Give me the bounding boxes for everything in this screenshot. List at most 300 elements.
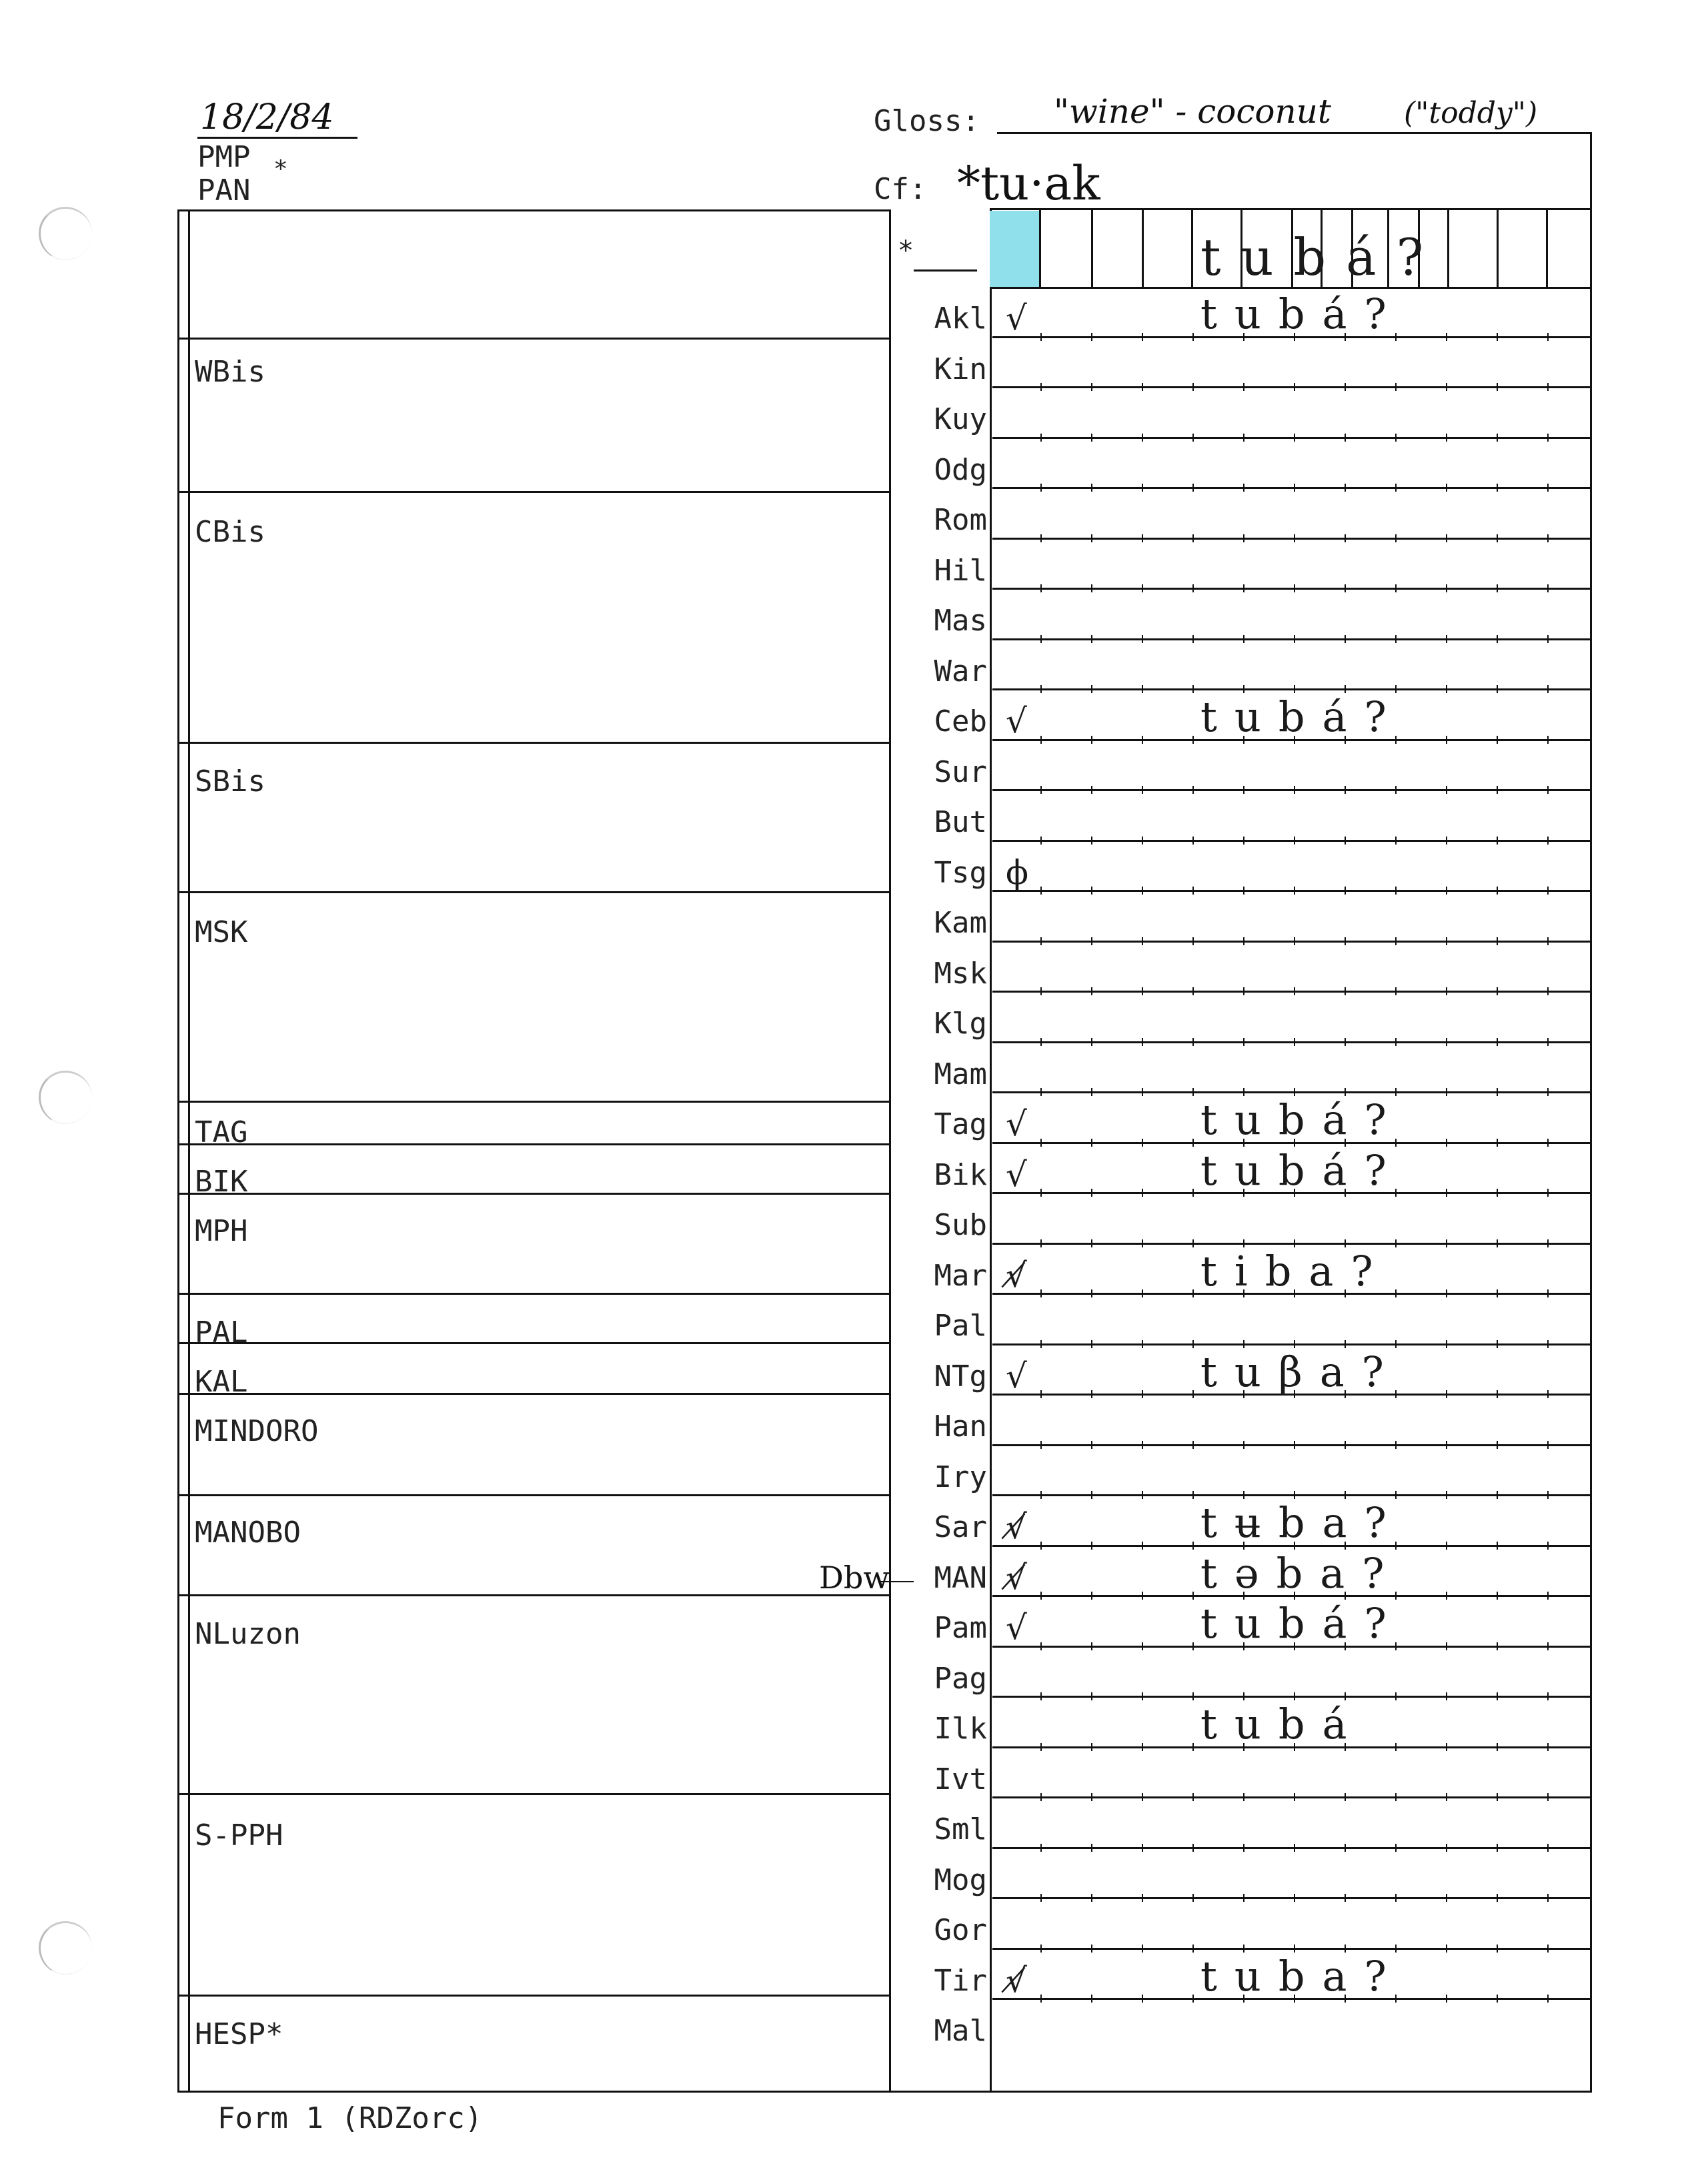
row-tick	[1091, 434, 1092, 442]
row-tick	[1395, 383, 1397, 391]
cognate-mark: √	[1006, 1105, 1027, 1143]
proto-reconstruction: tubá?	[1200, 227, 1444, 287]
row-tick	[1497, 1894, 1498, 1902]
row-tick	[1192, 1139, 1194, 1147]
row-tick	[1446, 1592, 1447, 1600]
row-tick	[1142, 1189, 1143, 1197]
language-code: Han	[934, 1410, 987, 1444]
row-tick	[1243, 1894, 1244, 1902]
row-tick	[1547, 1340, 1549, 1348]
row-tick	[1497, 584, 1498, 592]
language-code: But	[934, 805, 987, 839]
row-tick	[1446, 837, 1447, 845]
row-tick	[1497, 434, 1498, 442]
row-tick	[1142, 1995, 1143, 2003]
row-tick	[1446, 685, 1447, 693]
row-tick	[1192, 1189, 1194, 1197]
row-tick	[1142, 685, 1143, 693]
punch-hole	[39, 1071, 92, 1124]
row-tick	[1091, 1692, 1092, 1700]
row-tick	[1497, 1743, 1498, 1751]
language-code: Mam	[934, 1057, 987, 1091]
proto-blank-underline	[914, 269, 977, 271]
row-tick	[1091, 685, 1092, 693]
row-tick	[1192, 1441, 1194, 1449]
row-tick	[1142, 1894, 1143, 1902]
language-code: Pam	[934, 1611, 987, 1645]
cognate-mark: √	[1006, 299, 1027, 338]
row-rule	[992, 1444, 1590, 1446]
row-tick	[1142, 635, 1143, 643]
row-tick	[1243, 1844, 1244, 1852]
row-rule	[992, 789, 1590, 791]
row-tick	[1547, 635, 1549, 643]
cognate-mark: √	[1006, 1155, 1027, 1194]
row-tick	[1243, 837, 1244, 845]
row-tick	[1142, 1592, 1143, 1600]
cf-value: *tu·ak	[957, 156, 1100, 211]
row-tick	[1142, 1088, 1143, 1096]
group-separator	[177, 891, 889, 893]
row-tick	[1091, 1945, 1092, 1953]
row-tick	[1395, 1289, 1397, 1297]
reflex-form: tubá	[1200, 1700, 1365, 1748]
row-tick	[1395, 1844, 1397, 1852]
language-code: War	[934, 654, 987, 688]
row-tick	[1091, 1894, 1092, 1902]
row-tick	[1091, 1592, 1092, 1600]
language-code: Mal	[934, 2014, 987, 2048]
row-tick	[1294, 786, 1295, 794]
row-rule	[992, 437, 1590, 439]
group-label-wbis: WBis	[195, 355, 265, 389]
row-tick	[1395, 484, 1397, 492]
row-tick	[1091, 1038, 1092, 1046]
row-tick	[1040, 484, 1042, 492]
row-tick	[1091, 1441, 1092, 1449]
reflex-form: tubá?	[1200, 1146, 1404, 1195]
row-tick	[1040, 534, 1042, 542]
row-tick	[1091, 887, 1092, 895]
row-tick	[1243, 887, 1244, 895]
language-code: Ceb	[934, 704, 987, 738]
row-tick	[1040, 685, 1042, 693]
row-tick	[1091, 1542, 1092, 1550]
row-tick	[1040, 434, 1042, 442]
language-code: Ilk	[934, 1712, 987, 1746]
row-tick	[1091, 786, 1092, 794]
language-code: Msk	[934, 957, 987, 991]
language-code: Rom	[934, 503, 987, 537]
row-tick	[1243, 786, 1244, 794]
row-tick	[1446, 1743, 1447, 1751]
top-border-left	[177, 209, 889, 211]
row-tick	[1040, 736, 1042, 744]
row-tick	[1040, 1692, 1042, 1700]
row-tick	[1243, 534, 1244, 542]
row-tick	[1446, 1692, 1447, 1700]
dbw-annotation: Dbw	[819, 1560, 890, 1596]
group-label-mindoro: MINDORO	[195, 1414, 319, 1448]
row-tick	[1243, 635, 1244, 643]
row-tick	[1040, 1088, 1042, 1096]
row-tick	[1547, 584, 1549, 592]
language-code: Odg	[934, 453, 987, 487]
row-tick	[1142, 1239, 1143, 1247]
group-separator	[177, 1494, 889, 1496]
row-tick	[1040, 1995, 1042, 2003]
group-label-mph: MPH	[195, 1214, 248, 1248]
row-tick	[1091, 1743, 1092, 1751]
row-tick	[1497, 1390, 1498, 1398]
row-tick	[1142, 484, 1143, 492]
row-tick	[1294, 887, 1295, 895]
row-tick	[1547, 685, 1549, 693]
row-tick	[1142, 333, 1143, 341]
row-tick	[1192, 786, 1194, 794]
row-tick	[1446, 1995, 1447, 2003]
language-code: Sar	[934, 1510, 987, 1544]
row-tick	[1040, 1038, 1042, 1046]
row-tick	[1294, 837, 1295, 845]
row-tick	[1345, 937, 1346, 945]
row-tick	[1040, 987, 1042, 995]
row-tick	[1395, 1692, 1397, 1700]
row-tick	[1547, 1642, 1549, 1650]
cognate-mark: √	[1006, 702, 1027, 740]
proto-cell-divider	[1039, 209, 1041, 287]
row-tick	[1040, 1189, 1042, 1197]
row-tick	[1243, 1441, 1244, 1449]
punch-hole	[39, 207, 92, 260]
row-tick	[1446, 584, 1447, 592]
row-tick	[1192, 837, 1194, 845]
row-rule	[992, 890, 1590, 892]
row-tick	[1091, 635, 1092, 643]
group-label-tag: TAG	[195, 1115, 248, 1149]
row-tick	[1497, 1088, 1498, 1096]
row-tick	[1345, 534, 1346, 542]
row-tick	[1547, 484, 1549, 492]
row-tick	[1243, 434, 1244, 442]
row-tick	[1142, 1491, 1143, 1499]
reflex-form: təba?	[1200, 1549, 1402, 1598]
row-tick	[1446, 1139, 1447, 1147]
highlight-cell	[990, 211, 1039, 287]
row-tick	[1142, 534, 1143, 542]
row-tick	[1192, 1743, 1194, 1751]
language-code: Sml	[934, 1812, 987, 1846]
reflex-form: tiba?	[1200, 1247, 1391, 1295]
row-tick	[1091, 937, 1092, 945]
row-tick	[1091, 584, 1092, 592]
cognate-mark: ϕ	[1006, 853, 1029, 892]
row-tick	[1192, 1945, 1194, 1953]
row-tick	[1345, 635, 1346, 643]
row-tick	[1547, 736, 1549, 744]
row-tick	[1446, 1542, 1447, 1550]
row-tick	[1395, 937, 1397, 945]
row-tick	[1446, 434, 1447, 442]
row-tick	[1040, 1239, 1042, 1247]
row-rule	[992, 1696, 1590, 1698]
form-label: Form 1 (RDZorc)	[217, 2101, 483, 2135]
row-tick	[1091, 383, 1092, 391]
row-tick	[1547, 1390, 1549, 1398]
row-tick	[1294, 1844, 1295, 1852]
row-tick	[1497, 1642, 1498, 1650]
row-tick	[1040, 1592, 1042, 1600]
group-separator	[177, 1342, 889, 1344]
row-tick	[1192, 685, 1194, 693]
row-tick	[1547, 1088, 1549, 1096]
row-tick	[1446, 1340, 1447, 1348]
row-tick	[1040, 1945, 1042, 1953]
row-tick	[1091, 987, 1092, 995]
row-tick	[1040, 1542, 1042, 1550]
row-tick	[1547, 937, 1549, 945]
row-tick	[1142, 1844, 1143, 1852]
proto-star: *	[898, 235, 914, 266]
row-tick	[1192, 333, 1194, 341]
row-tick	[1497, 1441, 1498, 1449]
language-code: Klg	[934, 1007, 987, 1041]
group-label-msk: MSK	[195, 915, 248, 949]
row-tick	[1192, 383, 1194, 391]
row-tick	[1142, 383, 1143, 391]
row-tick	[1547, 434, 1549, 442]
row-tick	[1497, 1592, 1498, 1600]
row-tick	[1497, 1844, 1498, 1852]
group-separator	[177, 1193, 889, 1195]
row-tick	[1446, 786, 1447, 794]
row-tick	[1243, 987, 1244, 995]
row-tick	[1142, 1945, 1143, 1953]
row-tick	[1142, 1793, 1143, 1801]
row-tick	[1395, 635, 1397, 643]
language-code: Pal	[934, 1309, 987, 1343]
row-tick	[1497, 383, 1498, 391]
row-tick	[1091, 484, 1092, 492]
row-tick	[1040, 1743, 1042, 1751]
row-tick	[1395, 1743, 1397, 1751]
row-tick	[1395, 987, 1397, 995]
row-tick	[1192, 1995, 1194, 2003]
row-tick	[1142, 837, 1143, 845]
row-tick	[1192, 1844, 1194, 1852]
row-tick	[1192, 1038, 1194, 1046]
proto-cell-divider	[1447, 209, 1449, 287]
row-tick	[1547, 1692, 1549, 1700]
language-code: Tsg	[934, 856, 987, 890]
row-tick	[1497, 1139, 1498, 1147]
reflex-form: tʉba?	[1200, 1498, 1404, 1547]
row-tick	[1294, 937, 1295, 945]
row-tick	[1091, 837, 1092, 845]
row-tick	[1040, 786, 1042, 794]
group-label-s-pph: S-PPH	[195, 1818, 283, 1852]
row-tick	[1395, 534, 1397, 542]
row-tick	[1395, 584, 1397, 592]
row-tick	[1040, 1894, 1042, 1902]
row-tick	[1091, 333, 1092, 341]
row-tick	[1446, 887, 1447, 895]
row-tick	[1192, 1390, 1194, 1398]
row-tick	[1497, 736, 1498, 744]
row-tick	[1192, 987, 1194, 995]
row-tick	[1497, 333, 1498, 341]
language-code: Ivt	[934, 1762, 987, 1796]
row-tick	[1395, 1038, 1397, 1046]
language-code: Akl	[934, 302, 987, 336]
row-tick	[1142, 1289, 1143, 1297]
row-tick	[1142, 1642, 1143, 1650]
row-tick	[1345, 383, 1346, 391]
group-column-divider	[889, 209, 891, 2092]
row-tick	[1345, 1038, 1346, 1046]
row-tick	[1091, 1289, 1092, 1297]
language-code: Sub	[934, 1208, 987, 1242]
gloss-note: ("toddy")	[1404, 96, 1538, 130]
row-tick	[1091, 1995, 1092, 2003]
row-tick	[1294, 1441, 1295, 1449]
row-tick	[1294, 534, 1295, 542]
row-tick	[1142, 1441, 1143, 1449]
cognate-mark: √̸	[1006, 1961, 1027, 2000]
row-tick	[1040, 1289, 1042, 1297]
row-tick	[1040, 383, 1042, 391]
cognate-mark: √̸	[1006, 1508, 1027, 1546]
row-tick	[1345, 887, 1346, 895]
row-tick	[1294, 987, 1295, 995]
row-tick	[1497, 1793, 1498, 1801]
row-tick	[1497, 786, 1498, 794]
row-rule	[992, 538, 1590, 540]
row-tick	[1345, 786, 1346, 794]
row-tick	[1142, 584, 1143, 592]
row-rule	[992, 1847, 1590, 1849]
lang-column-divider	[990, 209, 992, 2092]
row-tick	[1040, 1340, 1042, 1348]
row-rule	[992, 1243, 1590, 1245]
row-tick	[1345, 434, 1346, 442]
row-tick	[1294, 1894, 1295, 1902]
row-tick	[1497, 1945, 1498, 1953]
row-tick	[1547, 1139, 1549, 1147]
row-tick	[1142, 987, 1143, 995]
row-tick	[1547, 1239, 1549, 1247]
group-separator	[177, 491, 889, 493]
cognate-mark: √̸	[1006, 1558, 1027, 1597]
row-tick	[1446, 1189, 1447, 1197]
row-tick	[1395, 1239, 1397, 1247]
row-tick	[1497, 1542, 1498, 1550]
language-code: Sur	[934, 755, 987, 789]
row-tick	[1040, 1139, 1042, 1147]
row-tick	[1497, 837, 1498, 845]
row-tick	[1192, 736, 1194, 744]
group-separator	[177, 1393, 889, 1395]
row-tick	[1294, 484, 1295, 492]
group-separator	[177, 1594, 889, 1596]
row-tick	[1192, 484, 1194, 492]
row-tick	[1345, 1793, 1346, 1801]
row-rule	[992, 1796, 1590, 1798]
row-tick	[1395, 1441, 1397, 1449]
row-tick	[1497, 1038, 1498, 1046]
row-tick	[1547, 1894, 1549, 1902]
row-rule	[992, 688, 1590, 690]
row-tick	[1446, 534, 1447, 542]
row-tick	[1040, 584, 1042, 592]
date-underline	[197, 137, 357, 139]
row-tick	[1547, 887, 1549, 895]
row-tick	[1547, 1945, 1549, 1953]
row-tick	[1497, 1239, 1498, 1247]
language-code: Hil	[934, 554, 987, 588]
row-tick	[1446, 1642, 1447, 1650]
group-label-manobo: MANOBO	[195, 1516, 301, 1550]
row-tick	[1547, 987, 1549, 995]
row-tick	[1547, 1542, 1549, 1550]
group-label-bik: BIK	[195, 1165, 248, 1199]
row-tick	[1497, 1995, 1498, 2003]
cognate-mark: √	[1006, 1357, 1027, 1396]
gloss-label: Gloss:	[874, 104, 980, 138]
row-tick	[1497, 484, 1498, 492]
outer-right-border	[1590, 132, 1592, 2092]
row-tick	[1446, 1844, 1447, 1852]
language-code: MAN	[934, 1561, 987, 1595]
row-rule	[992, 588, 1590, 590]
row-tick	[1497, 685, 1498, 693]
row-tick	[1192, 1088, 1194, 1096]
row-tick	[1142, 736, 1143, 744]
star-marker: *	[273, 155, 288, 183]
row-tick	[1446, 1793, 1447, 1801]
gloss-value: "wine" - coconut	[1054, 92, 1331, 131]
row-tick	[1547, 786, 1549, 794]
row-tick	[1446, 1894, 1447, 1902]
row-tick	[1091, 1088, 1092, 1096]
reflex-form: tubá?	[1200, 290, 1404, 338]
row-tick	[1446, 383, 1447, 391]
reflex-form: tubá?	[1200, 1095, 1404, 1144]
row-tick	[1142, 937, 1143, 945]
row-tick	[1192, 534, 1194, 542]
row-rule	[992, 487, 1590, 489]
row-tick	[1547, 1289, 1549, 1297]
row-tick	[1192, 887, 1194, 895]
language-code: Tag	[934, 1107, 987, 1141]
proto-cell-divider	[1497, 209, 1499, 287]
row-tick	[1040, 1441, 1042, 1449]
row-tick	[1091, 1390, 1092, 1398]
row-tick	[1040, 937, 1042, 945]
row-tick	[1091, 1844, 1092, 1852]
row-tick	[1497, 937, 1498, 945]
pan-label: PAN	[197, 173, 251, 207]
cognate-mark: √	[1006, 1608, 1027, 1647]
language-code: Iry	[934, 1460, 987, 1494]
group-label-nluzon: NLuzon	[195, 1617, 301, 1651]
row-tick	[1192, 434, 1194, 442]
row-tick	[1040, 1844, 1042, 1852]
group-label-cbis: CBis	[195, 515, 265, 549]
row-tick	[1040, 1491, 1042, 1499]
row-tick	[1142, 1542, 1143, 1550]
row-tick	[1497, 635, 1498, 643]
